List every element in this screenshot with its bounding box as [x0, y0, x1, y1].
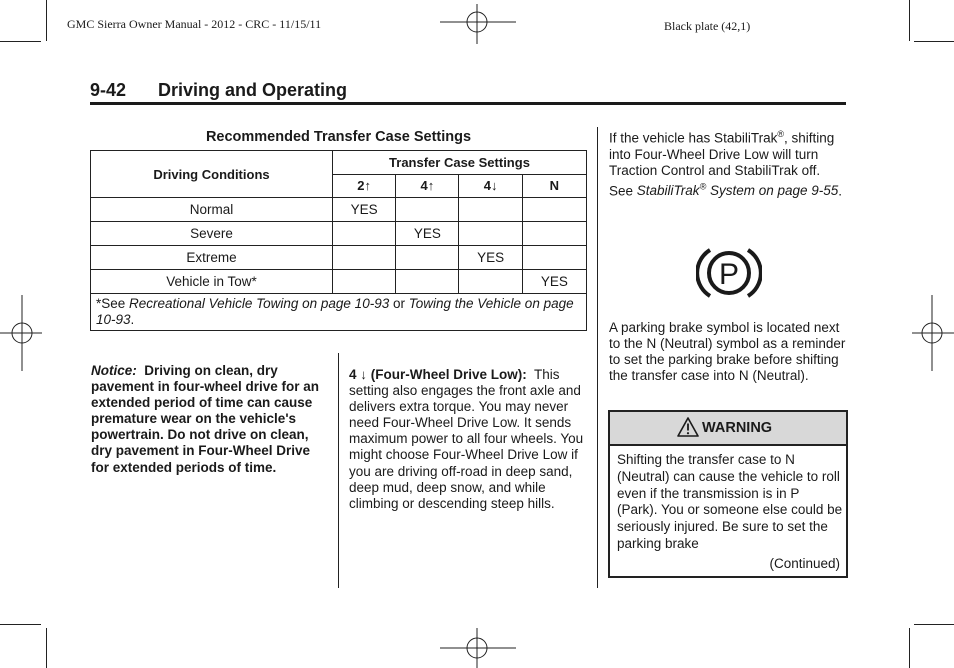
table-cell — [332, 222, 395, 246]
crop-mark — [0, 624, 41, 625]
stabilitrak-paragraph — [609, 126, 847, 199]
registration-mark-icon — [440, 4, 516, 44]
parking-brake-paragraph: A parking brake symbol is located next to the N (Neutral) symbol as a reminder to set the parking brake before shifting the transfer case into N (Neutral). — [609, 320, 846, 384]
link-stabilitrak[interactable] — [637, 183, 839, 198]
header-transfer-case-settings: Transfer Case Settings — [332, 151, 586, 175]
crop-mark — [0, 41, 41, 42]
stabilitrak-text: If the vehicle has StabiliTrak — [609, 130, 778, 146]
table-footnote — [91, 294, 587, 331]
table-cell — [396, 198, 459, 222]
row-condition: Severe — [91, 222, 333, 246]
table-cell — [396, 246, 459, 270]
crop-mark — [46, 628, 47, 668]
link-towing-vehicle[interactable]: Towing the Vehicle on page 10-93 — [96, 296, 574, 327]
header-driving-conditions: Driving Conditions — [91, 151, 333, 198]
row-condition: Normal — [91, 198, 333, 222]
crop-mark — [909, 0, 910, 41]
crop-mark — [46, 0, 47, 41]
table-cell — [332, 270, 395, 294]
warning-triangle-icon — [677, 417, 699, 437]
footnote-text: or — [389, 296, 409, 311]
header-setting: N — [522, 174, 586, 198]
notice-paragraph — [91, 363, 326, 476]
table-cell — [522, 198, 586, 222]
parking-brake-letter: P — [718, 258, 740, 291]
link-text: StabiliTrak — [636, 183, 700, 199]
transfer-case-table — [90, 150, 587, 331]
column-divider — [597, 127, 598, 588]
print-header-left: GMC Sierra Owner Manual - 2012 - CRC - 11/15/11 — [67, 17, 322, 31]
crop-mark — [909, 628, 910, 668]
table-cell — [522, 246, 586, 270]
table-row — [91, 246, 587, 270]
four-wheel-low-paragraph — [349, 367, 586, 512]
section-number: 9-42 — [90, 80, 127, 100]
section-title: Driving and Operating — [158, 80, 348, 100]
continued-label: (Continued) — [769, 556, 840, 571]
warning-text: Shifting the transfer case to N (Neutral) can cause the vehicle to roll even if the transmission is in P (Park). You or someone else could be seriously injured. Be sure to set the parking brake — [617, 452, 843, 551]
table-cell — [396, 270, 459, 294]
table-cell: YES — [459, 246, 522, 270]
crop-mark — [914, 624, 954, 625]
notice-text: Driving on clean, dry pavement in four-wheel drive for an extended period of time can cause premature wear on the vehicle's powertrain. Do not drive on clean, dry pavement in Four-Wheel Drive for extended periods of time. — [91, 363, 320, 475]
stabilitrak-text: , shifting into Four-Wheel Drive Low will turn Traction Control and StabiliTrak off. See — [609, 130, 835, 199]
link-rv-towing[interactable]: Recreational Vehicle Towing on page 10-93 — [129, 296, 390, 311]
table-cell: YES — [332, 198, 395, 222]
notice-label: Notice: — [91, 363, 137, 378]
registered-mark: ® — [777, 129, 784, 139]
table-cell: YES — [522, 270, 586, 294]
table-cell — [459, 270, 522, 294]
table-row — [91, 198, 587, 222]
table-cell — [459, 198, 522, 222]
four-low-text: This setting also engages the front axle and delivers extra torque. You may never need Four-Wheel Drive Low. It sends maximum power to all four wheels. You might choose Four-Wheel Drive Low if you are driving off-road in deep sand, deep mud, deep snow, and while climbing or descending steep hills. — [349, 367, 584, 511]
crop-mark — [914, 41, 954, 42]
header-setting: 4↑ — [396, 174, 459, 198]
header-setting: 2↑ — [332, 174, 395, 198]
stabilitrak-text: . — [838, 183, 843, 199]
registered-mark: ® — [699, 181, 707, 192]
link-text: System on page 9-55 — [706, 183, 839, 199]
table-cell — [459, 222, 522, 246]
warning-label: WARNING — [702, 420, 773, 436]
table-row — [91, 222, 587, 246]
table-cell — [332, 246, 395, 270]
four-low-heading: 4 ↓ (Four-Wheel Drive Low): — [349, 367, 527, 382]
row-condition: Vehicle in Tow* — [91, 270, 333, 294]
row-condition: Extreme — [91, 246, 333, 270]
registration-mark-icon — [912, 295, 954, 371]
registration-mark-icon — [0, 295, 42, 371]
section-rule — [90, 102, 846, 105]
print-header-right: Black plate (42,1) — [664, 19, 751, 33]
footnote-text: . — [130, 312, 135, 327]
table-cell: YES — [396, 222, 459, 246]
footnote-text: *See — [96, 296, 130, 311]
registration-mark-icon — [440, 628, 516, 668]
warning-box — [608, 410, 848, 578]
header-setting: 4↓ — [459, 174, 522, 198]
table-cell — [522, 222, 586, 246]
table-row — [91, 270, 587, 294]
table-title: Recommended Transfer Case Settings — [205, 129, 472, 145]
parking-brake-icon — [696, 244, 762, 302]
column-divider — [338, 353, 339, 588]
warning-header — [610, 412, 846, 446]
